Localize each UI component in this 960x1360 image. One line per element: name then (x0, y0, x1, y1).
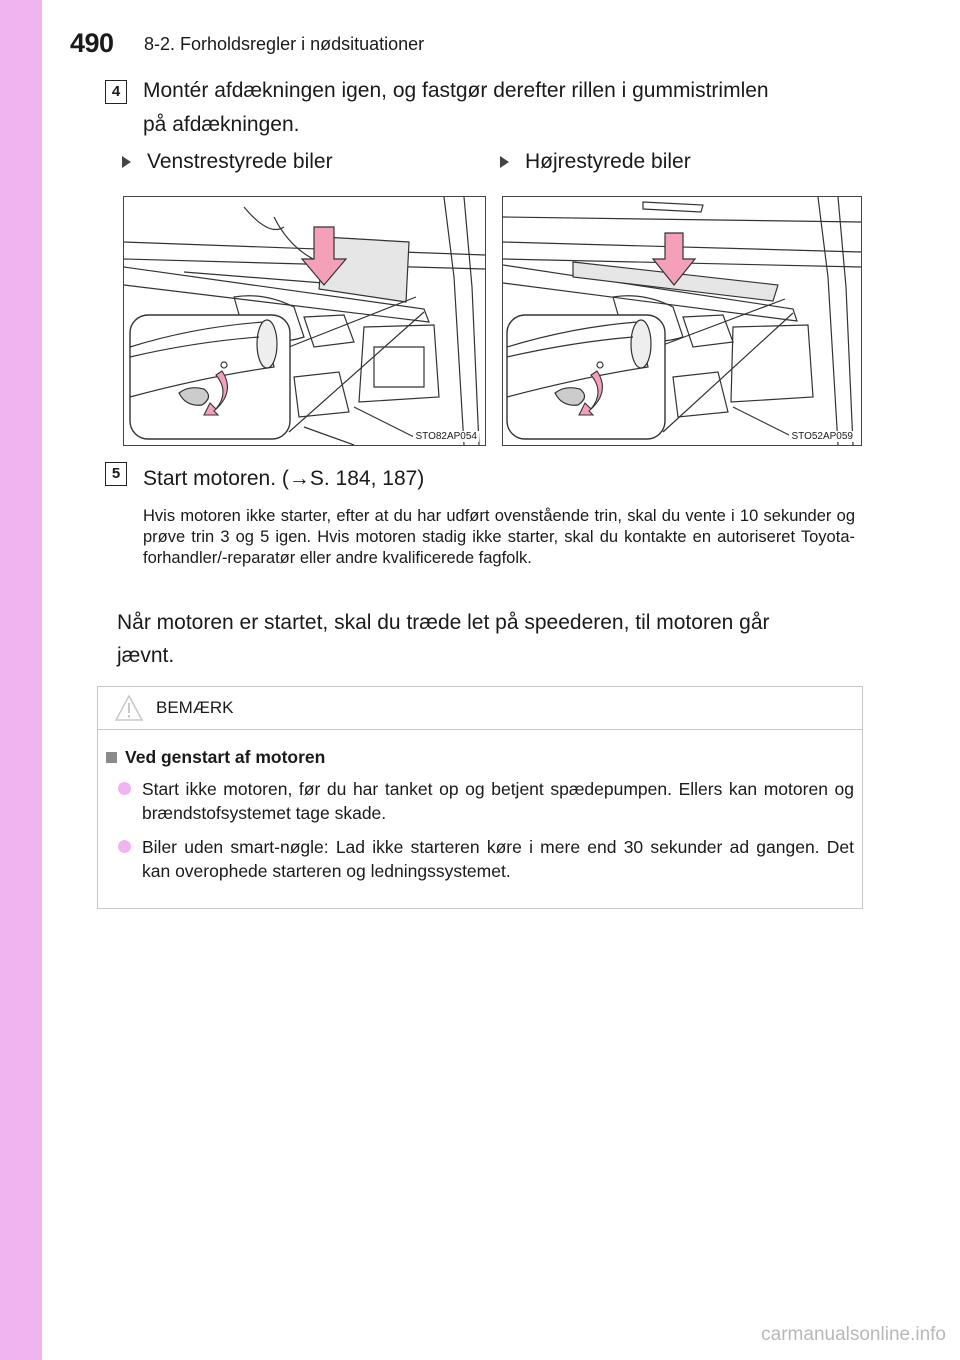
illustration-code: STO52AP059 (791, 431, 853, 442)
step-5-note: Hvis motoren ikke starter, efter at du har udført ovenstående trin, skal du vente i 10 sekunder og prøve trin 3 og 5 igen. Hvis motoren stadig ikke starter, skal du kontakte en autoriseret Toyota-forhandler/-reparatør eller andre kvalificerede fagfolk. (143, 507, 855, 567)
notice-box (97, 686, 863, 909)
square-bullet-icon (106, 752, 117, 763)
notice-item: Biler uden smart-nøgle: Lad ikke starteren køre i mere end 30 sekunder ad gangen. Det kan overophede starteren og ledningssystemet. (118, 835, 854, 883)
footer-watermark-link[interactable]: carmanualsonline.info (761, 1324, 946, 1345)
page-header (70, 28, 890, 62)
notice-heading: Ved genstart af motoren (98, 747, 325, 768)
step-5-text: Start motoren. (→S. 184, 187) (143, 467, 425, 490)
right-hand-drive-label: Højrestyrede biler (496, 150, 691, 174)
step-4-text (143, 74, 863, 142)
left-hand-drive-label: Venstrestyrede biler (118, 150, 333, 174)
section-title: 8-2. Forholdsregler i nødsituationer (144, 34, 425, 54)
chapter-side-tab (0, 0, 42, 1360)
illustration-code: STO82AP054 (415, 431, 477, 442)
notice-item: Start ikke motoren, før du har tanket op og betjent spædepumpen. Ellers kan motoren og brændstofsystemet tage skade. (118, 777, 854, 825)
after-start-instruction: Når motoren er startet, skal du træde let på speederen, til motoren går jævnt. (117, 611, 770, 667)
triangle-bullet-icon (122, 156, 131, 168)
step-4-line-1: Montér afdækningen igen, og fastgør derefter rillen i gummistrimlen (143, 79, 769, 102)
round-bullet-icon (118, 782, 131, 795)
page-number: 490 (70, 28, 114, 58)
illustration-right-hand-drive (502, 196, 862, 446)
notice-title: BEMÆRK (156, 698, 234, 717)
triangle-bullet-icon (500, 156, 509, 168)
step-5-badge: 5 (105, 462, 127, 486)
illustration-left-hand-drive (123, 196, 486, 446)
warning-triangle-icon (114, 694, 144, 722)
round-bullet-icon (118, 840, 131, 853)
step-4-badge: 4 (105, 80, 127, 104)
notice-header (98, 687, 862, 730)
step-4-line-2: på afdækningen. (143, 113, 300, 136)
